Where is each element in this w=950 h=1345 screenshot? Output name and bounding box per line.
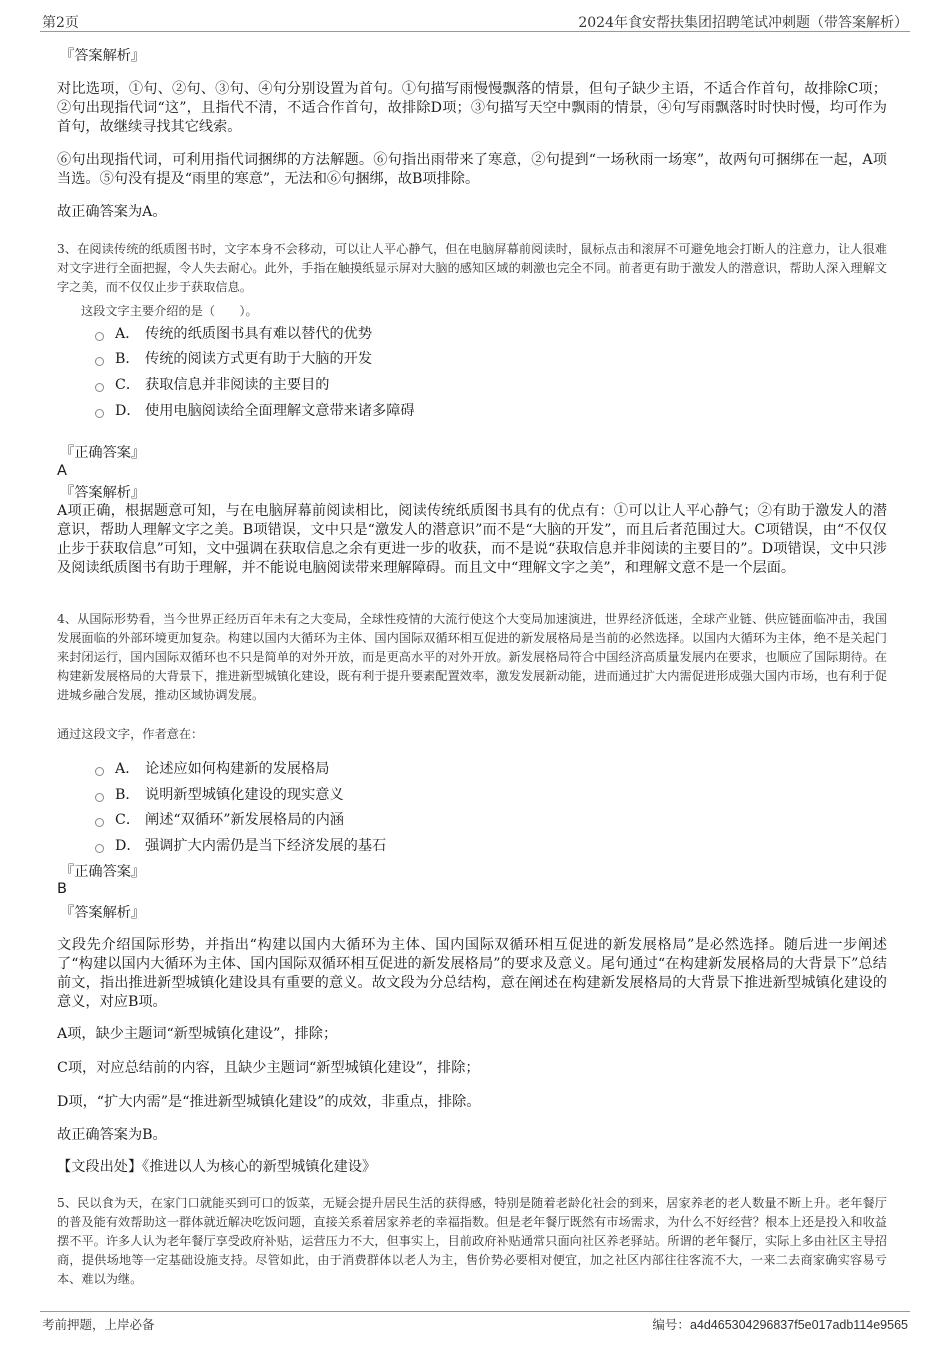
q3-option-d-letter: D． [115,403,141,419]
q4-option-d-text: 强调扩大内需仍是当下经济发展的基石 [145,838,387,854]
document-code-value: a4d465304296837f5e017adb114e9565 [689,1318,908,1332]
document-title: 2024年食安帮扶集团招聘笔试冲刺题（带答案解析） [578,15,908,31]
q3-option-a-letter: A． [115,326,140,342]
q3-stem: 3、在阅读传统的纸质图书时，文字本身不会移动，可以让人平心静气，但在电脑屏幕前阅读时，鼠标点击和滚屏不可避免地会打断人的注意力，让人很难对文字进行全面把握，令人失去耐心。此外，手指在触摸纸显示屏对大脑的感知区域的刺激也完全不同。前者更有助于激发人的潜意识，帮助人深入理解文字之美，而不仅仅止步于获取信息。 [57,242,887,294]
q3-option-a-text: 传统的纸质图书具有难以替代的优势 [145,326,373,342]
radio-icon[interactable] [95,793,104,802]
q4-analysis-para1: 文段先介绍国际形势，并指出“构建以国内大循环为主体、国内国际双循环相互促进的新发展格局”是必然选择。随后进一步阐述了“构建以国内大循环为主体、国内国际双循环相互促进的新发展格局”的要求及意义。尾句通过“在构建新发展格局的大背景下”总结前文，指出推进新型城镇化建设具有重要的意义。故文段为分总结构，意在阐述在构建新发展格局的大背景下推进新型城镇化建设的意义，对应B项。 [57,937,887,1010]
q4-option-b-text: 说明新型城镇化建设的现实意义 [145,787,344,803]
q3-option-d-text: 使用电脑阅读给全面理解文意带来诸多障碍 [145,403,415,419]
document-code [652,1315,908,1333]
q3-option-c-text: 获取信息并非阅读的主要目的 [145,377,330,393]
radio-icon[interactable] [95,844,104,853]
radio-icon[interactable] [95,767,104,776]
q4-option-a[interactable] [95,760,329,779]
q4-question: 通过这段文字，作者意在： [57,727,204,741]
q2-analysis-para2: ⑥句出现指代词，可利用指代词捆绑的方法解题。⑥句指出雨带来了寒意，②句提到“一场秋雨一场寒”，故两句可捆绑在一起，A项当选。⑤句没有提及“雨里的寒意”，无法和⑥句捆绑，故B项排除。 [57,152,887,187]
q4-option-a-letter: A． [115,761,140,777]
radio-icon[interactable] [95,818,104,827]
radio-icon[interactable] [95,332,104,341]
q3-option-b-letter: B． [115,351,140,367]
q4-option-d[interactable] [95,837,386,856]
q2-analysis-para1: 对比选项，①句、②句、③句、④句分别设置为首句。①句描写雨慢慢飘落的情景，但句子缺少主语，不适合作首句，故排除C项；②句出现指代词“这”，且指代不清，不适合作首句，故排除D项；③句描写天空中飘雨的情景，④句写雨飘落时时快时慢，均可作为首句，故继续寻找其它线索。 [57,81,887,135]
q3-correct-label: 『正确答案』 [60,445,146,461]
q4-correct-label: 『正确答案』 [60,864,146,880]
radio-icon[interactable] [95,357,104,366]
q4-option-c[interactable] [95,811,344,830]
q4-option-d-letter: D． [115,838,141,854]
q4-option-c-text: 阐述“双循环”新发展格局的内涵 [145,812,344,828]
q4-option-b[interactable] [95,786,344,805]
q4-option-c-letter: C． [115,812,141,828]
q2-conclusion: 故正确答案为A。 [57,204,167,220]
q3-option-a[interactable] [95,325,372,344]
q4-correct-answer: B [57,881,67,897]
page-number: 第2页 [42,15,79,31]
header-divider [40,31,910,32]
q3-analysis: A项正确，根据题意可知，与在电脑屏幕前阅读相比，阅读传统纸质图书具有的优点有：①可以让人平心静气；②有助于激发人的潜意识，帮助人理解文字之美。B项错误，文中只是“激发人的潜意识”而不是“大脑的开发”，而且后者范围过大。C项错误，由“不仅仅止步于获取信息”可知，文中强调在获取信息之余有更进一步的收获，而不是说“获取信息并非阅读的主要目的”。D项错误，文中只涉及阅读纸质图书有助于理解，并不能说电脑阅读带来理解障碍。而且文中“理解文字之美”，和理解文意不是一个层面。 [57,503,887,576]
q3-option-c-letter: C． [115,377,141,393]
radio-icon[interactable] [95,383,104,392]
q3-analysis-label: 『答案解析』 [60,485,146,501]
q4-option-a-text: 论述应如何构建新的发展格局 [145,761,330,777]
q3-option-b[interactable] [95,350,372,369]
footer-slogan: 考前押题，上岸必备 [42,1317,155,1332]
q4-analysis-label: 『答案解析』 [60,905,146,921]
q4-analysis-option-d: D项，“扩大内需”是“推进新型城镇化建设”的成效，非重点，排除。 [57,1094,481,1110]
q3-option-b-text: 传统的阅读方式更有助于大脑的开发 [145,351,373,367]
footer-divider [40,1311,910,1312]
document-code-label: 编号： [652,1317,690,1332]
q2-analysis-label: 『答案解析』 [60,48,146,64]
q4-analysis-option-a: A项，缺少主题词“新型城镇化建设”，排除； [57,1026,338,1042]
q5-stem: 5、民以食为天，在家门口就能买到可口的饭菜，无疑会提升居民生活的获得感，特别是随着老龄化社会的到来，居家养老的老人数量不断上升。老年餐厅的普及能有效帮助这一群体就近解决吃饭问题，直接关系着居家养老的幸福指数。但是老年餐厅既然有市场需求，为什么不好经营？根本上还是投入和收益摆不平。许多人认为老年餐厅享受政府补贴，运营压力不大，但事实上，目前政府补贴通常只面向社区养老驿站。所谓的老年餐厅，实际上多由社区主导招商，提供场地等一定基础设施支持。尽管如此，由于消费群体以老人为主，售价势必要相对便宜，加之社区内部往往客流不大，一来二去商家确实容易亏本、难以为继。 [57,1196,887,1286]
q3-question: 这段文字主要介绍的是（ ）。 [81,304,258,318]
q4-conclusion: 故正确答案为B。 [57,1127,167,1143]
q3-correct-answer: A [57,463,67,479]
q4-analysis-option-c: C项，对应总结前的内容，且缺少主题词“新型城镇化建设”，排除； [57,1060,480,1076]
q4-source: 【文段出处】《推进以人为核心的新型城镇化建设》 [57,1159,377,1175]
radio-icon[interactable] [95,409,104,418]
q3-option-c[interactable] [95,376,329,395]
q4-option-b-letter: B． [115,787,140,803]
q4-stem: 4、从国际形势看，当今世界正经历百年未有之大变局，全球性疫情的大流行使这个大变局加速演进，世界经济低迷，全球产业链、供应链面临冲击，我国发展面临的外部环境更加复杂。构建以国内大循环为主体、国内国际双循环相互促进的新发展格局是当前的必然选择。以国内大循环为主体，绝不是关起门来封闭运行，国内国际双循环也不只是简单的对外开放，而是更高水平的对外开放。新发展格局符合中国经济高质量发展内在要求，也顺应了国际期待。在构建新发展格局的大背景下，推进新型城镇化建设，既有利于提升要素配置效率，激发发展新动能，进而通过扩大内需促进形成强大国内市场，也有利于促进城乡融合发展，推动区域协调发展。 [57,612,887,702]
q3-option-d[interactable] [95,402,415,421]
